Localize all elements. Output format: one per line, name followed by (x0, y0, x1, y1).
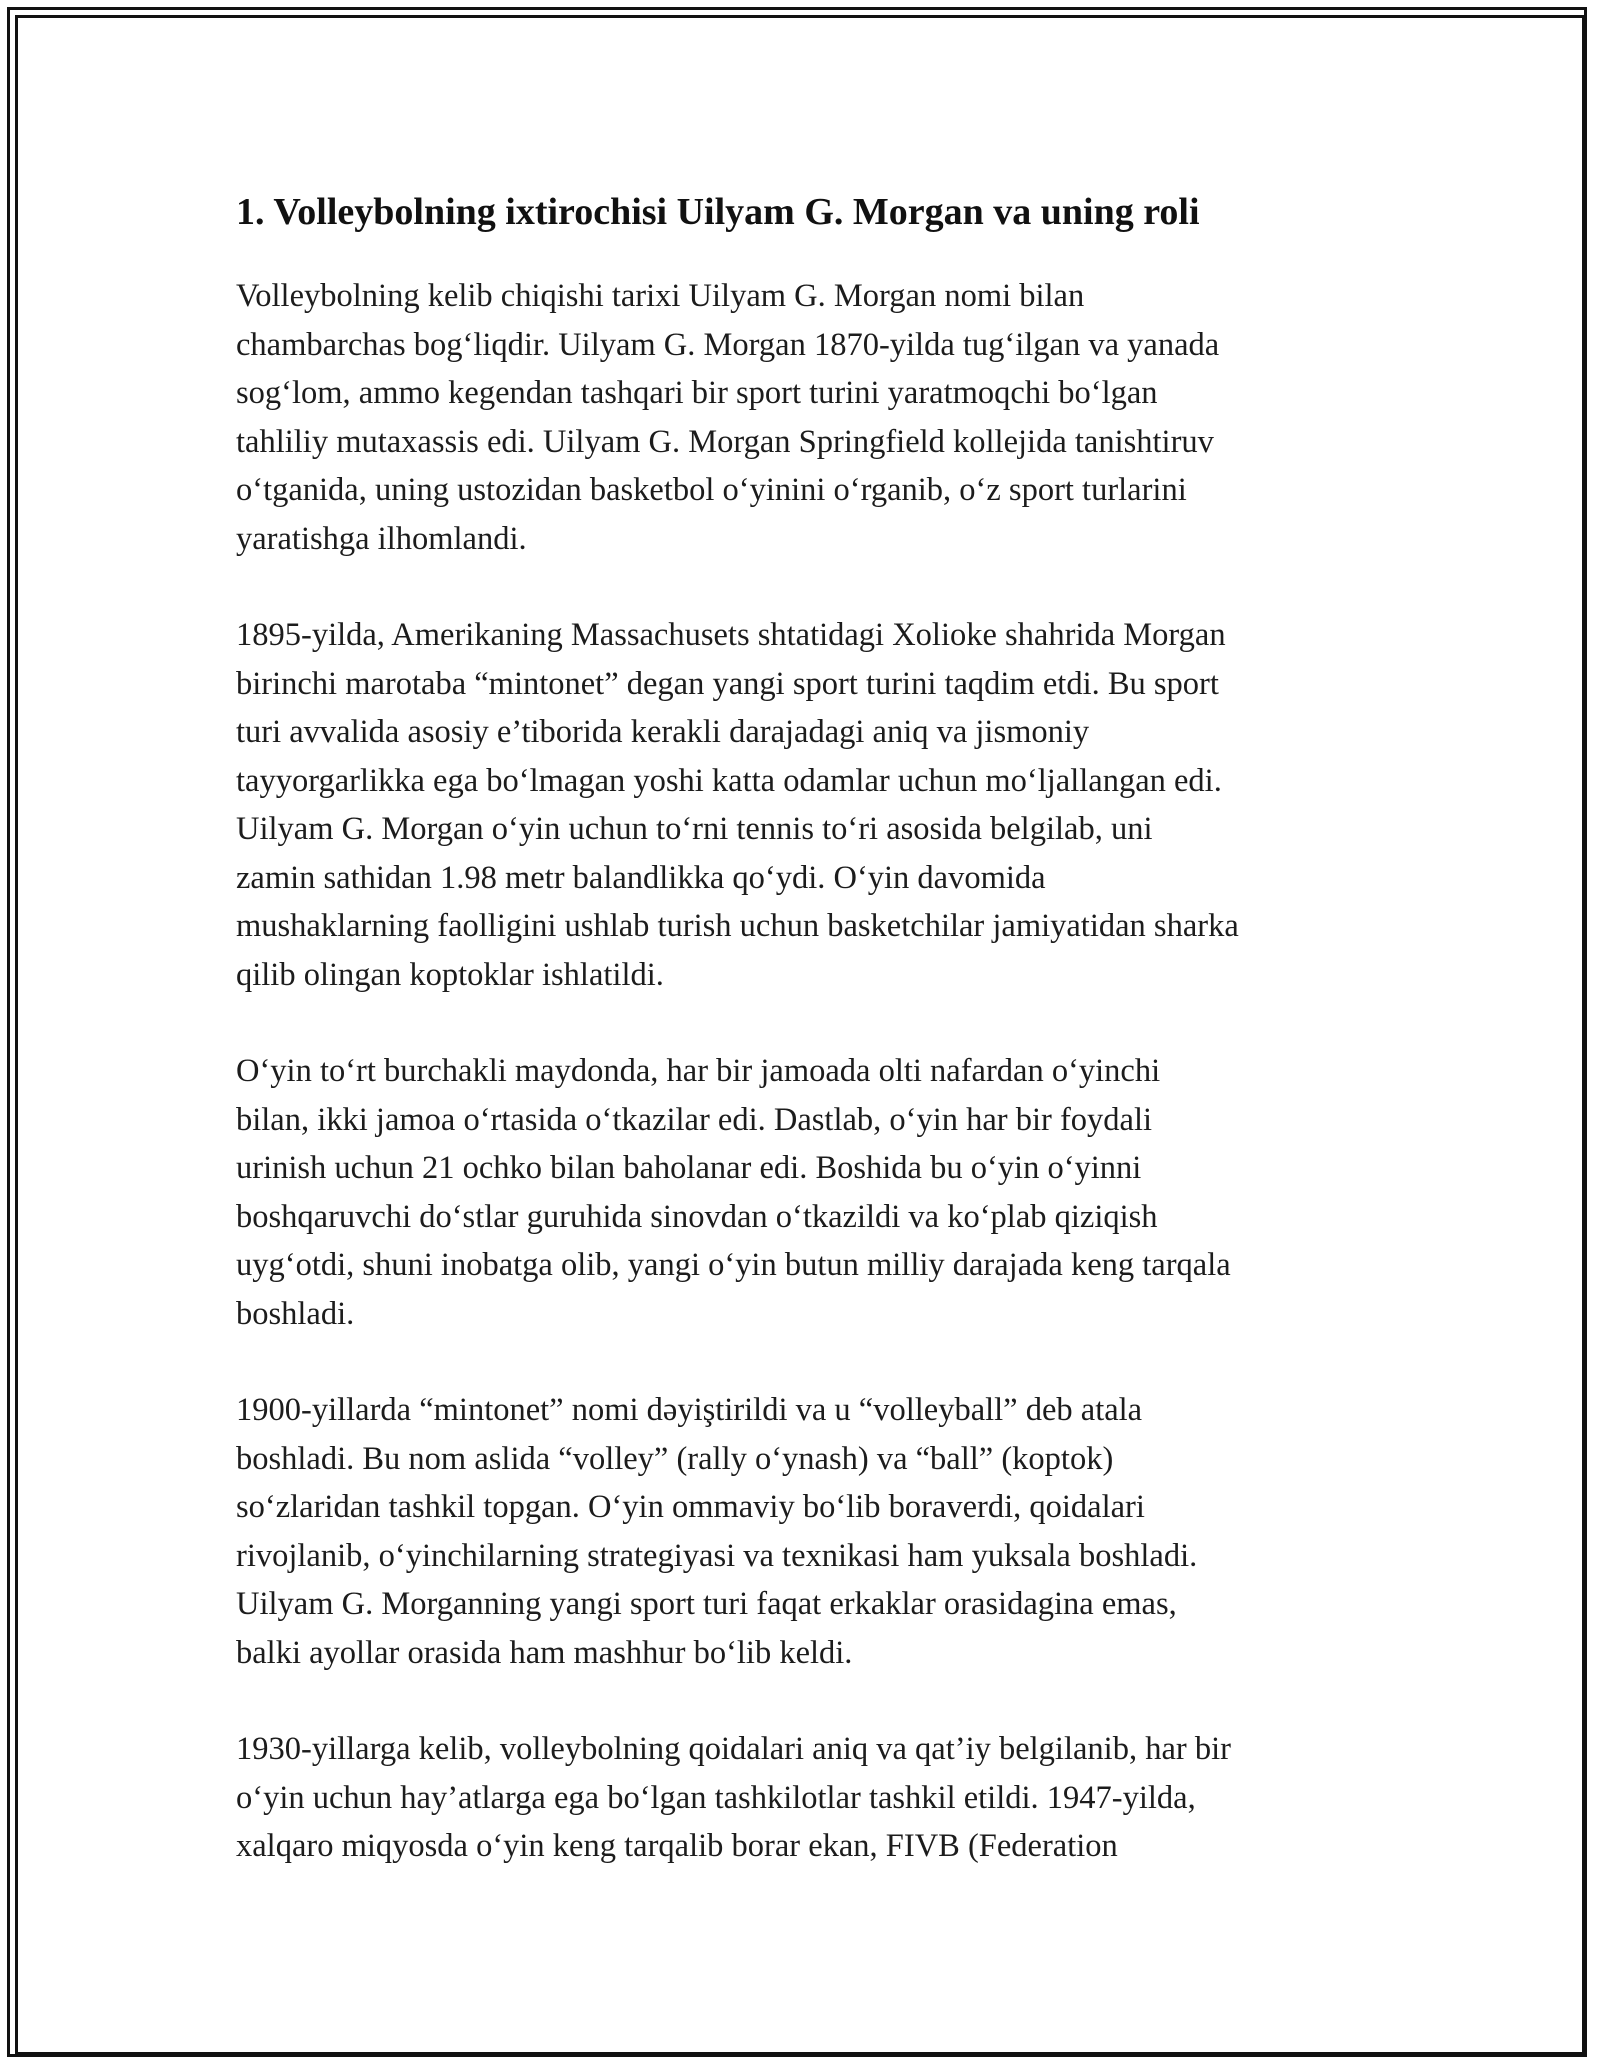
text-line: tahliliy mutaxassis edi. Uilyam G. Morgan Springfield kollejida tanishtiruv (236, 423, 1214, 460)
section-heading: 1. Volleybolning ixtirochisi Uilyam G. Morgan va uning roli (236, 191, 1200, 233)
text-line: tayyorgarlikka ega bo‘lmagan yoshi katta odamlar uchun mo‘ljallangan edi. (236, 762, 1222, 799)
text-line: balki ayollar orasida ham mashhur bo‘lib keldi. (236, 1634, 853, 1671)
text-line: urinish uchun 21 ochko bilan baholanar edi. Boshida bu o‘yin o‘yinni (236, 1150, 1142, 1186)
text-line: so‘zlaridan tashkil topgan. O‘yin ommaviy bo‘lib boraverdi, qoidalari (236, 1489, 1145, 1525)
text-line: boshladi. (236, 1295, 355, 1332)
text-line: mushaklarning faolligini ushlab turish uchun basketchilar jamiyatidan sharka (236, 908, 1239, 944)
paragraph-4 (236, 1386, 1376, 1677)
paragraph-3 (236, 1047, 1376, 1338)
text-line: o‘tganida, uning ustozidan basketbol o‘yinini o‘rganib, o‘z sport turlarini (236, 472, 1187, 508)
text-line: Uilyam G. Morganning yangi sport turi faqat erkaklar orasidagina emas, (236, 1586, 1177, 1622)
text-line: qilib olingan koptoklar ishlatildi. (236, 956, 664, 993)
text-line: o‘yin uchun hay’atlarga ega bo‘lgan tashkilotlar tashkil etildi. 1947-yilda, (236, 1779, 1196, 1816)
text-line: 1900-yillarda “mintonet” nomi dəyiştirildi va u “volleyball” deb atala (236, 1392, 1143, 1428)
text-line: boshladi. Bu nom aslida “volley” (rally o‘ynash) va “ball” (koptok) (236, 1440, 1114, 1477)
text-line: 1895-yilda, Amerikaning Massachusets shtatidagi Xolioke shahrida Morgan (236, 617, 1226, 653)
text-line: yaratishga ilhomlandi. (236, 520, 527, 557)
paragraph-1 (236, 272, 1376, 563)
text-line: bilan, ikki jamoa o‘rtasida o‘tkazilar edi. Dastlab, o‘yin har bir foydali (236, 1101, 1153, 1138)
paragraph-2 (236, 611, 1376, 999)
text-line: 1930-yillarga kelib, volleybolning qoidalari aniq va qat’iy belgilanib, har bir (236, 1731, 1231, 1767)
text-line: rivojlanib, o‘yinchilarning strategiyasi va texnikasi ham yuksala boshladi. (236, 1537, 1198, 1574)
text-line: boshqaruvchi do‘stlar guruhida sinovdan o‘tkazildi va ko‘plab qiziqish (236, 1198, 1158, 1235)
text-line: uyg‘otdi, shuni inobatga olib, yangi o‘yin butun milliy darajada keng tarqala (236, 1247, 1231, 1283)
text-line: chambarchas bog‘liqdir. Uilyam G. Morgan 1870-yilda tug‘ilgan va yanada (236, 326, 1220, 363)
text-line: xalqaro miqyosda o‘yin keng tarqalib borar ekan, FIVB (Federation (236, 1828, 1118, 1864)
text-line: zamin sathidan 1.98 metr balandlikka qo‘ydi. O‘yin davomida (236, 859, 1046, 896)
text-line: birinchi marotaba “mintonet” degan yangi sport turini taqdim etdi. Bu sport (236, 665, 1219, 702)
text-line: Uilyam G. Morgan o‘yin uchun to‘rni tennis to‘ri asosida belgilab, uni (236, 811, 1153, 847)
text-line: sog‘lom, ammo kegendan tashqari bir sport turini yaratmoqchi bo‘lgan (236, 375, 1158, 411)
document-body (236, 188, 1376, 1919)
paragraph-5 (236, 1725, 1376, 1871)
text-line: turi avvalida asosiy e’tiborida kerakli darajadagi aniq va jismoniy (236, 714, 1090, 750)
text-line: Volleybolning kelib chiqishi tarixi Uilyam G. Morgan nomi bilan (236, 278, 1085, 314)
text-line: O‘yin to‘rt burchakli maydonda, har bir jamoada olti nafardan o‘yinchi (236, 1053, 1161, 1089)
